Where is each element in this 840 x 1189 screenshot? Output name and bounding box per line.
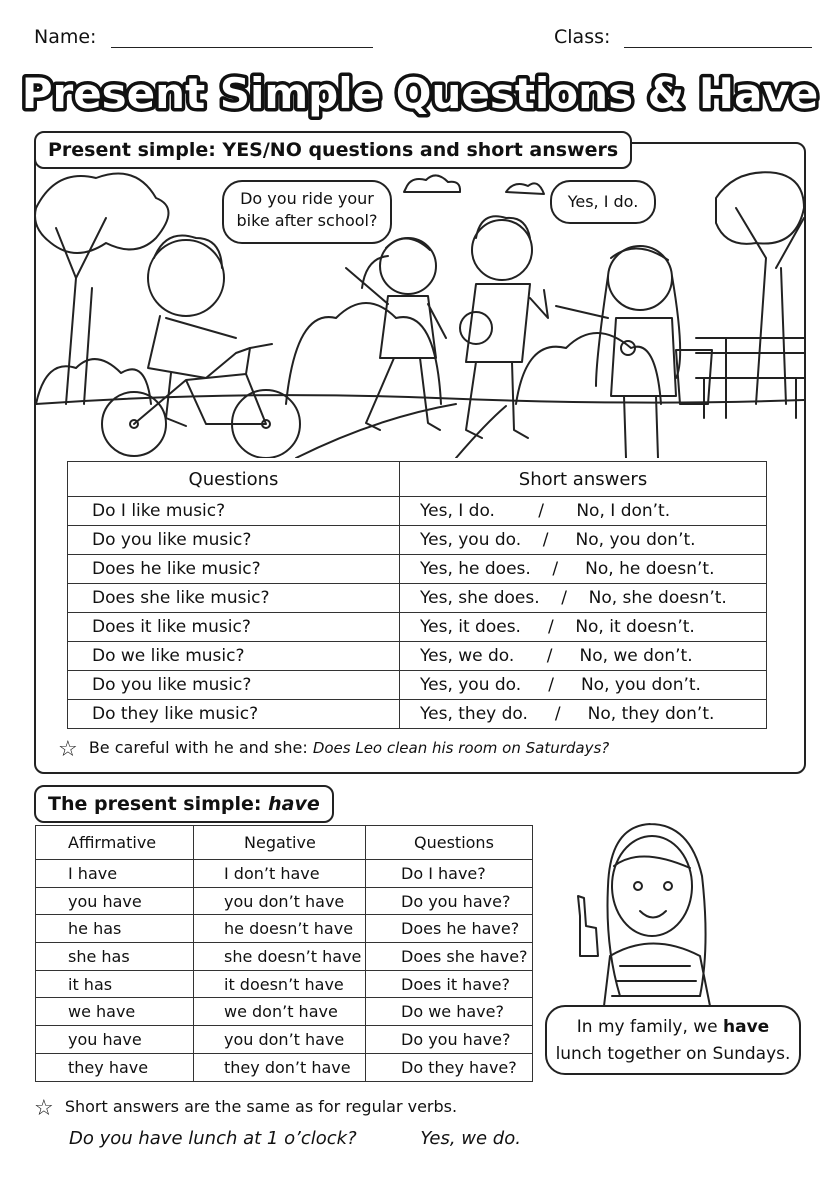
table-row <box>68 584 767 613</box>
negative-cell: you don’t have <box>194 1026 366 1054</box>
speech-bubble-family-text-start: In my family, we <box>576 1017 724 1037</box>
question-cell: Does it have? <box>366 970 533 998</box>
name-field <box>34 26 373 48</box>
section-have-title-verb: have <box>268 793 320 815</box>
table-row <box>36 998 533 1026</box>
question-cell: Do they have? <box>366 1053 533 1081</box>
negative-cell: we don’t have <box>194 998 366 1026</box>
example-question: Do you have lunch at 1 o’clock? <box>69 1128 357 1149</box>
question-cell: Do you like music? <box>68 526 400 555</box>
careful-note-text: Be careful with he and she: <box>88 738 308 757</box>
careful-note <box>58 737 609 762</box>
table-row <box>68 497 767 526</box>
park-illustration <box>36 168 804 458</box>
table-row <box>68 555 767 584</box>
question-cell: Do I like music? <box>68 497 400 526</box>
table-row <box>36 887 533 915</box>
class-blank[interactable] <box>624 28 812 48</box>
affirmative-cell: it has <box>36 970 194 998</box>
answer-cell: Yes, you do. / No, you don’t. <box>400 526 767 555</box>
question-cell: Do we like music? <box>68 642 400 671</box>
page-title-text: Present Simple Questions & Have <box>21 69 819 118</box>
answer-cell: Yes, he does. / No, he doesn’t. <box>400 555 767 584</box>
table-row <box>68 526 767 555</box>
short-answers-note <box>34 1096 457 1121</box>
affirmative-cell: you have <box>36 1026 194 1054</box>
table-row <box>36 943 533 971</box>
question-cell: Do you have? <box>366 887 533 915</box>
section-have-tab <box>34 785 334 823</box>
column-header-short-answers: Short answers <box>400 462 767 497</box>
speech-bubble-question <box>222 180 392 244</box>
speech-bubble-family <box>545 1005 801 1075</box>
careful-note-example: Does Leo clean his room on Saturdays? <box>312 739 610 757</box>
answer-cell: Yes, I do. / No, I don’t. <box>400 497 767 526</box>
table-row <box>36 860 533 888</box>
name-blank[interactable] <box>111 28 373 48</box>
section-yes-no-title: Present simple: YES/NO questions and short answers <box>48 139 619 161</box>
column-header-questions: Questions <box>366 826 533 860</box>
column-header-questions: Questions <box>68 462 400 497</box>
question-cell: Do we have? <box>366 998 533 1026</box>
column-header-affirmative: Affirmative <box>36 826 194 860</box>
affirmative-cell: he has <box>36 915 194 943</box>
star-icon: ☆ <box>34 1096 54 1121</box>
section-yes-no-tab <box>34 131 632 169</box>
answer-cell: Yes, it does. / No, it doesn’t. <box>400 613 767 642</box>
negative-cell: you don’t have <box>194 887 366 915</box>
question-cell: Do you have? <box>366 1026 533 1054</box>
negative-cell: they don’t have <box>194 1053 366 1081</box>
table-row <box>36 1026 533 1054</box>
negative-cell: he doesn’t have <box>194 915 366 943</box>
girl-illustration <box>550 806 800 1006</box>
negative-cell: it doesn’t have <box>194 970 366 998</box>
name-label: Name: <box>34 26 97 48</box>
column-header-negative: Negative <box>194 826 366 860</box>
table-row <box>36 970 533 998</box>
table-row <box>36 1053 533 1081</box>
table-header-row <box>36 826 533 860</box>
question-cell: Does she have? <box>366 943 533 971</box>
question-cell: Does she like music? <box>68 584 400 613</box>
section-have-title: The present simple: <box>48 793 262 815</box>
speech-bubble-family-text-end: lunch together on Sundays. <box>555 1044 791 1064</box>
question-cell: Does it like music? <box>68 613 400 642</box>
table-row <box>68 671 767 700</box>
table-row <box>68 642 767 671</box>
table-row <box>68 700 767 729</box>
speech-bubble-family-verb: have <box>723 1017 770 1037</box>
class-label: Class: <box>554 26 611 48</box>
table-row <box>68 613 767 642</box>
affirmative-cell: you have <box>36 887 194 915</box>
answer-cell: Yes, they do. / No, they don’t. <box>400 700 767 729</box>
short-answers-note-text: Short answers are the same as for regular verbs. <box>64 1097 458 1116</box>
speech-bubble-answer <box>550 180 656 224</box>
have-table <box>35 825 533 1082</box>
question-cell: Do I have? <box>366 860 533 888</box>
affirmative-cell: they have <box>36 1053 194 1081</box>
affirmative-cell: we have <box>36 998 194 1026</box>
speech-bubble-question-text: Do you ride your bike after school? <box>236 189 378 230</box>
page-title <box>0 58 840 128</box>
example-line <box>69 1128 521 1149</box>
answer-cell: Yes, she does. / No, she doesn’t. <box>400 584 767 613</box>
question-cell: Does he like music? <box>68 555 400 584</box>
class-field <box>554 26 812 48</box>
speech-bubble-answer-text: Yes, I do. <box>567 192 639 211</box>
answer-cell: Yes, we do. / No, we don’t. <box>400 642 767 671</box>
affirmative-cell: she has <box>36 943 194 971</box>
negative-cell: she doesn’t have <box>194 943 366 971</box>
affirmative-cell: I have <box>36 860 194 888</box>
question-cell: Does he have? <box>366 915 533 943</box>
star-icon: ☆ <box>58 737 78 762</box>
yes-no-table <box>67 461 767 729</box>
question-cell: Do they like music? <box>68 700 400 729</box>
example-answer: Yes, we do. <box>420 1128 521 1149</box>
question-cell: Do you like music? <box>68 671 400 700</box>
table-row <box>36 915 533 943</box>
negative-cell: I don’t have <box>194 860 366 888</box>
answer-cell: Yes, you do. / No, you don’t. <box>400 671 767 700</box>
table-header-row <box>68 462 767 497</box>
